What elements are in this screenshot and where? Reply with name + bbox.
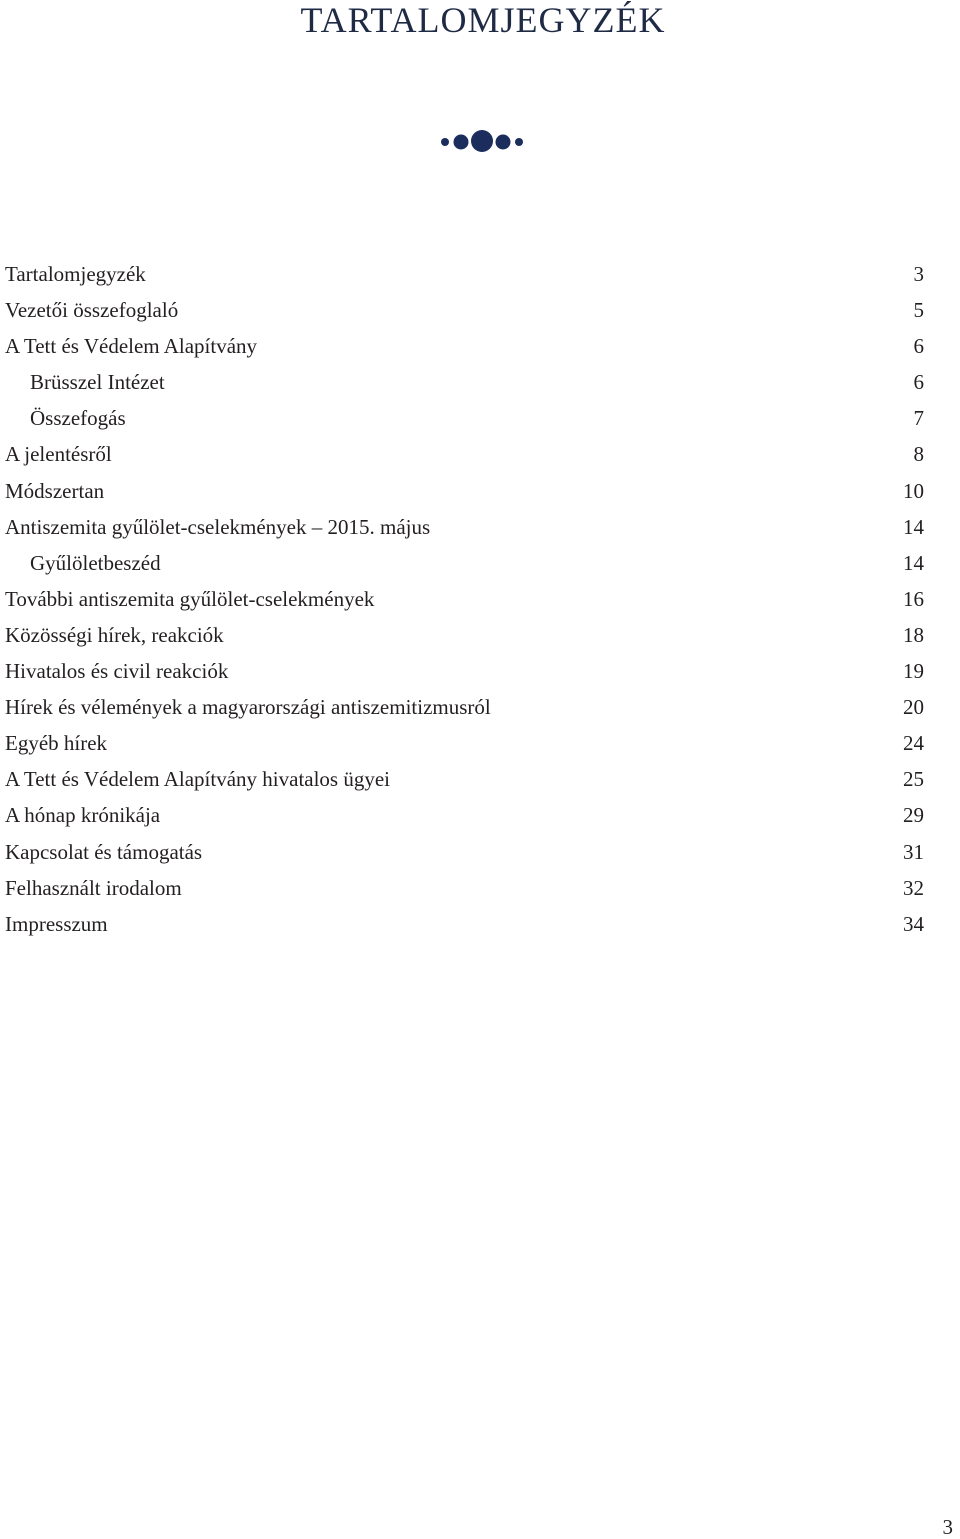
toc-entry-label: További antiszemita gyűlölet-cselekmények <box>5 586 375 611</box>
toc-entry[interactable] <box>5 689 924 725</box>
toc-entry-page: 32 <box>903 875 924 900</box>
toc-entry-label: Hivatalos és civil reakciók <box>5 659 229 684</box>
page-title: TARTALOMJEGYZÉK <box>300 0 666 40</box>
toc-entry-label: Közösségi hírek, reakciók <box>5 622 224 647</box>
toc-entry[interactable] <box>5 473 924 509</box>
toc-entry[interactable] <box>5 617 924 653</box>
toc-entry[interactable] <box>5 256 924 292</box>
table-of-contents <box>5 256 924 942</box>
toc-entry-label: Hírek és vélemények a magyarországi antiszemitizmusról <box>5 695 491 720</box>
toc-entry-page: 16 <box>903 586 924 611</box>
toc-entry-page: 5 <box>913 298 924 323</box>
toc-entry-label: A Tett és Védelem Alapítvány <box>5 334 258 359</box>
ornament-dot-3 <box>471 130 493 152</box>
toc-entry-page: 20 <box>903 695 924 720</box>
toc-entry-label: A hónap krónikája <box>5 803 161 828</box>
toc-entry[interactable] <box>5 653 924 689</box>
toc-entry-label: Brüsszel Intézet <box>30 370 165 395</box>
toc-entry[interactable] <box>5 761 924 797</box>
ornament-dot-1 <box>441 138 449 146</box>
toc-entry[interactable] <box>5 436 924 472</box>
toc-entry-label: Tartalomjegyzék <box>5 262 146 286</box>
toc-entry[interactable] <box>5 292 924 328</box>
toc-entry-page: 25 <box>903 767 924 792</box>
toc-entry-label: Vezetői összefoglaló <box>5 298 179 323</box>
toc-entry[interactable] <box>5 725 924 761</box>
toc-entry-page: 18 <box>903 622 924 647</box>
toc-entry-label: Összefogás <box>30 406 126 431</box>
toc-entry-page: 3 <box>913 262 924 286</box>
toc-subentry[interactable] <box>5 545 924 581</box>
toc-entry-label: Kapcsolat és támogatás <box>5 839 203 864</box>
toc-entry[interactable] <box>5 328 924 364</box>
dots-ornament-icon <box>439 128 529 156</box>
toc-entry-label: Módszertan <box>5 478 105 503</box>
toc-entry-page: 34 <box>903 911 924 936</box>
toc-entry[interactable] <box>5 509 924 545</box>
ornament-dot-4 <box>496 135 511 150</box>
toc-entry-page: 7 <box>913 406 924 431</box>
toc-entry-label: Impresszum <box>5 911 108 936</box>
toc-entry-page: 6 <box>913 370 924 395</box>
ornament-dot-5 <box>515 138 523 146</box>
toc-entry[interactable] <box>5 797 924 833</box>
toc-entry[interactable] <box>5 581 924 617</box>
page-number: 3 <box>942 1515 953 1539</box>
toc-entry-page: 24 <box>903 731 924 756</box>
toc-entry[interactable] <box>5 870 924 906</box>
toc-entry-label: A jelentésről <box>5 442 112 467</box>
toc-entry-label: Felhasznált irodalom <box>5 875 182 900</box>
toc-entry-page: 10 <box>903 478 924 503</box>
toc-entry-label: A Tett és Védelem Alapítvány hivatalos ügyei <box>5 767 391 792</box>
toc-entry-page: 14 <box>903 550 924 575</box>
ornament-dot-2 <box>454 135 469 150</box>
toc-entry-page: 6 <box>913 334 924 359</box>
toc-entry-page: 29 <box>903 803 924 828</box>
toc-entry-page: 31 <box>903 839 924 864</box>
toc-entry-page: 8 <box>913 442 924 467</box>
toc-subentry[interactable] <box>5 400 924 436</box>
toc-entry[interactable] <box>5 906 924 942</box>
toc-entry-page: 14 <box>903 514 924 539</box>
toc-subentry[interactable] <box>5 364 924 400</box>
toc-entry-page: 19 <box>903 659 924 684</box>
toc-entry-label: Egyéb hírek <box>5 731 108 756</box>
toc-entry[interactable] <box>5 834 924 870</box>
toc-entry-label: Antiszemita gyűlölet-cselekmények – 2015. május <box>5 514 431 539</box>
toc-entry-label: Gyűlöletbeszéd <box>30 550 161 575</box>
